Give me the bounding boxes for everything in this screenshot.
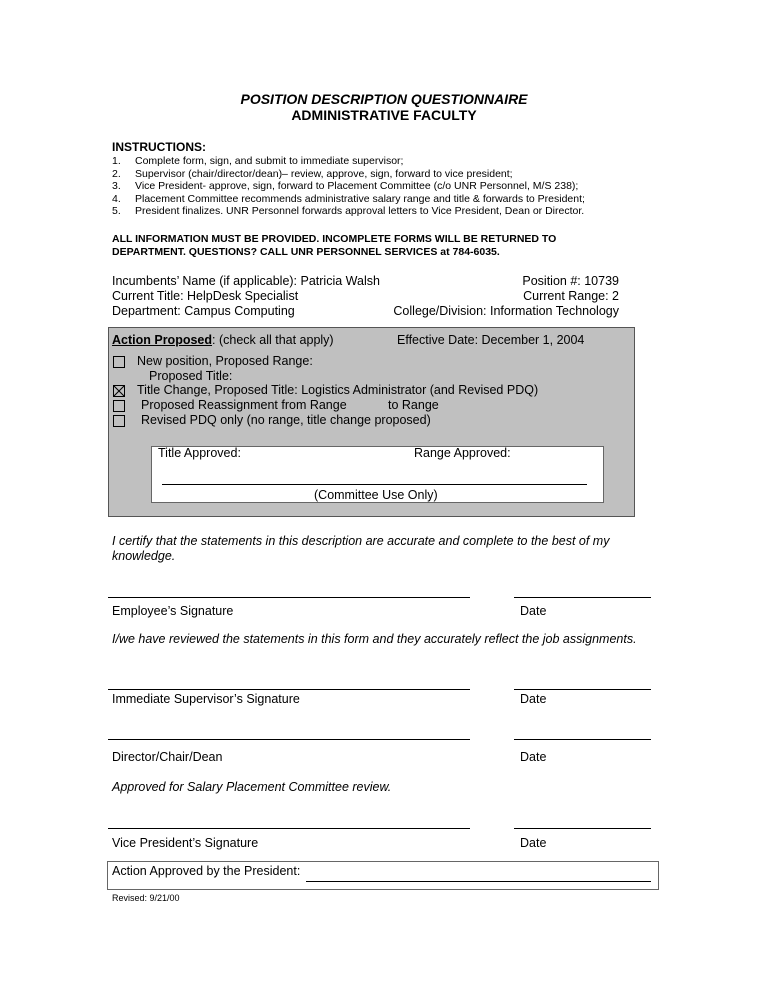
range-approved-label: Range Approved: [414, 446, 511, 460]
supervisor-signature-label: Immediate Supervisor’s Signature [112, 692, 300, 706]
president-signature-line[interactable] [306, 881, 651, 882]
director-date-line[interactable] [514, 739, 651, 740]
employee-signature-line[interactable] [108, 597, 470, 598]
department: Department: Campus Computing [112, 304, 295, 318]
approved-note: Approved for Salary Placement Committee review. [112, 780, 392, 794]
president-approval-label: Action Approved by the President: [112, 864, 301, 878]
instructions-list [112, 155, 585, 218]
committee-use-note: (Committee Use Only) [314, 488, 438, 502]
option-proposed-title: Proposed Title: [149, 369, 233, 383]
director-signature-label: Director/Chair/Dean [112, 750, 223, 764]
committee-signature-line[interactable] [162, 484, 587, 485]
effective-date: Effective Date: December 1, 2004 [397, 333, 585, 347]
revised-date: Revised: 9/21/00 [112, 893, 180, 903]
option-title-change: Title Change, Proposed Title: Logistics Administrator (and Revised PDQ) [137, 383, 539, 397]
form-subtitle: ADMINISTRATIVE FACULTY [291, 107, 477, 123]
warning-text: ALL INFORMATION MUST BE PROVIDED. INCOMPLETE FORMS WILL BE RETURNED TO DEPARTMENT. QUESTIONS? CALL UNR PERSONNEL SERVICES at 784-6035. [112, 233, 557, 258]
vp-date-line[interactable] [514, 828, 651, 829]
employee-signature-label: Employee’s Signature [112, 604, 234, 618]
title-change-checkbox[interactable] [113, 385, 125, 397]
option-new-position: New position, Proposed Range: [137, 354, 313, 368]
certification-statement: I certify that the statements in this description are accurate and complete to the best of my knowledge. [112, 534, 610, 563]
current-range: Current Range: 2 [523, 289, 619, 303]
title-approved-label: Title Approved: [158, 446, 241, 460]
list-item: 3. Vice President- approve, sign, forward to Placement Committee (c/o UNR Personnel, M/S 238); [112, 180, 579, 193]
form-title: POSITION DESCRIPTION QUESTIONNAIRE [240, 91, 528, 107]
supervisor-date-label: Date [520, 692, 547, 706]
action-proposed-heading: Action Proposed: (check all that apply) [112, 333, 334, 347]
supervisor-signature-line[interactable] [108, 689, 470, 690]
list-item: 2. Supervisor (chair/director/dean)– review, approve, sign, forward to vice president; [112, 167, 513, 180]
checkmark-x-icon [114, 386, 124, 396]
option-to-range: to Range [388, 398, 439, 412]
position-number: Position #: 10739 [522, 274, 619, 288]
vp-signature-line[interactable] [108, 828, 470, 829]
list-item: 5. President finalizes. UNR Personnel forwards approval letters to Vice President, Dean or Director. [112, 205, 585, 218]
director-signature-line[interactable] [108, 739, 470, 740]
college-division: College/Division: Information Technology [393, 304, 619, 318]
employee-date-label: Date [520, 604, 547, 618]
employee-date-line[interactable] [514, 597, 651, 598]
vp-date-label: Date [520, 836, 547, 850]
option-revised-pdq: Revised PDQ only (no range, title change proposed) [141, 413, 431, 427]
vp-signature-label: Vice President’s Signature [112, 836, 259, 850]
review-statement: I/we have reviewed the statements in this form and they accurately reflect the job assignments. [112, 632, 637, 646]
instructions-heading: INSTRUCTIONS: [112, 140, 206, 154]
supervisor-date-line[interactable] [514, 689, 651, 690]
incumbent-name: Incumbents’ Name (if applicable): Patricia Walsh [112, 274, 380, 288]
list-item: 4. Placement Committee recommends administrative salary range and title & forwards to President; [112, 192, 585, 205]
revised-pdq-checkbox[interactable] [113, 415, 125, 427]
list-item: 1. Complete form, sign, and submit to immediate supervisor; [112, 155, 404, 167]
reassignment-checkbox[interactable] [113, 400, 125, 412]
current-title: Current Title: HelpDesk Specialist [112, 289, 299, 303]
option-reassignment: Proposed Reassignment from Range [141, 398, 347, 412]
director-date-label: Date [520, 750, 547, 764]
new-position-checkbox[interactable] [113, 356, 125, 368]
